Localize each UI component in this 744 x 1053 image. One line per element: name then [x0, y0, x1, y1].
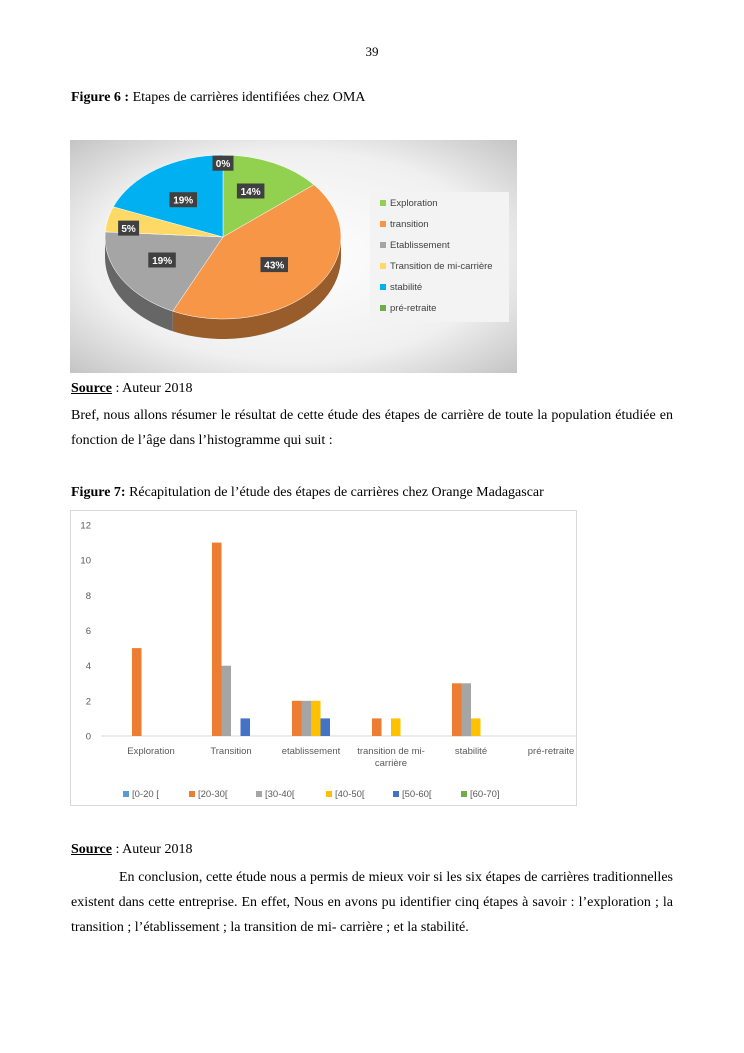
pie-legend-swatch [380, 221, 386, 227]
bar-legend-label: [0-20 [ [132, 789, 159, 800]
bar-legend-label: [60-70] [470, 789, 500, 800]
bar [212, 543, 222, 736]
figure6-label: Figure 6 : [71, 90, 130, 105]
pie-chart [70, 140, 517, 373]
bar-x-tick-line: Transition [210, 746, 252, 757]
pie-data-label: 0% [215, 159, 231, 171]
bar-legend-label: [50-60[ [402, 789, 432, 800]
bar-legend-swatch [461, 791, 467, 797]
bar-legend-swatch [189, 791, 195, 797]
source-2 [71, 842, 192, 858]
pie-legend-swatch [380, 284, 386, 290]
bar-chart-svg [71, 511, 576, 805]
bar-x-tick-line: transition de mi- [357, 746, 425, 757]
paragraph-2 [71, 865, 673, 940]
bar [391, 718, 401, 736]
page-number: 39 [365, 44, 379, 59]
bar-x-tick-label [455, 746, 487, 757]
source-1-text: : Auteur 2018 [111, 381, 193, 396]
pie-legend-swatch [380, 200, 386, 206]
pie-data-label: 19% [173, 195, 194, 207]
pie-legend-swatch [380, 305, 386, 311]
figure6-title: Etapes de carrières identifiées chez OMA [129, 90, 366, 105]
bar-x-tick-label [282, 746, 341, 757]
bar-x-tick-label [528, 746, 574, 757]
source-1 [71, 381, 192, 397]
pie-slices [105, 155, 341, 319]
figure6-caption [71, 90, 365, 106]
figure7-label: Figure 7: [71, 485, 126, 500]
bar-legend-label: [30-40[ [265, 789, 295, 800]
bar [462, 683, 472, 736]
pie-legend-label: pré-retraite [390, 303, 437, 314]
bar-x-tick-label [127, 746, 175, 757]
pie-legend-label: Transition de mi-carrière [390, 261, 493, 272]
bar-y-axis [80, 521, 91, 743]
bar [372, 718, 382, 736]
bar-x-tick-line: stabilité [454, 746, 488, 757]
source-2-text: : Auteur 2018 [111, 842, 193, 857]
bar-legend-label: [40-50[ [335, 789, 365, 800]
bar-x-tick-line: etablissement [281, 746, 341, 757]
bar [311, 701, 321, 736]
pie-legend-label: Etablissement [390, 240, 450, 251]
bar [292, 701, 302, 736]
bar-chart [70, 510, 577, 806]
bar-x-tick-line: pré-retraite [527, 746, 575, 757]
bar-y-tick-label: 4 [85, 661, 91, 673]
source-1-label: Source [71, 381, 112, 396]
pie-data-label: 43% [264, 260, 285, 272]
pie-legend-label: stabilité [390, 282, 423, 293]
pie-legend-label: Exploration [390, 198, 438, 209]
paragraph-2-text: En conclusion, cette étude nous a permis de mieux voir si les six étapes de carrières traditionnelles existent dans cette entreprise. En effet, Nous en avons pu identifier cinq étapes à savoir : l’exploration ; la transition ; l’établissement ; la transition de mi- carrière ; et la stabilité. [71, 870, 673, 935]
bar-y-tick-label: 10 [80, 555, 91, 567]
bar-legend-swatch [393, 791, 399, 797]
bar-x-tick-label [210, 746, 251, 757]
pie-legend-swatch [380, 263, 386, 269]
bar-legend-swatch [123, 791, 129, 797]
pie-legend-swatch [380, 242, 386, 248]
bar-y-tick-label: 12 [80, 520, 91, 532]
bar-y-tick-label: 6 [85, 626, 91, 637]
pie-data-label: 5% [121, 224, 136, 236]
pie-chart-svg [70, 140, 517, 373]
bar-legend-swatch [256, 791, 262, 797]
bar-x-tick-line: carrière [374, 758, 408, 769]
bar [471, 718, 481, 736]
bar-x-axis [127, 746, 574, 769]
bar-y-tick-label: 2 [85, 696, 91, 708]
pie-legend-label: transition [390, 219, 429, 230]
bar-x-tick-label [357, 746, 425, 769]
bar-legend [123, 789, 500, 800]
source-2-label: Source [71, 842, 112, 857]
pie-data-label: 19% [152, 256, 173, 267]
bar [222, 666, 232, 736]
bar-y-tick-label: 8 [85, 590, 91, 602]
bar [321, 718, 331, 736]
paragraph-1: Bref, nous allons résumer le résultat de cette étude des étapes de carrière de toute la population étudiée en fonction de l’âge dans l’histogramme qui suit : [71, 408, 673, 448]
bar-x-tick-line: Exploration [127, 746, 175, 757]
pie-data-label: 14% [240, 187, 261, 198]
bar-y-tick-label: 0 [85, 731, 91, 743]
bar [452, 683, 462, 736]
bar-legend-swatch [326, 791, 332, 797]
figure7-caption [71, 485, 544, 501]
bar [241, 718, 251, 736]
bar-series [132, 543, 481, 737]
figure7-title: Récapitulation de l’étude des étapes de carrières chez Orange Madagascar [125, 485, 544, 500]
bar [302, 701, 312, 736]
bar-legend-label: [20-30[ [198, 789, 228, 800]
bar [132, 648, 142, 736]
